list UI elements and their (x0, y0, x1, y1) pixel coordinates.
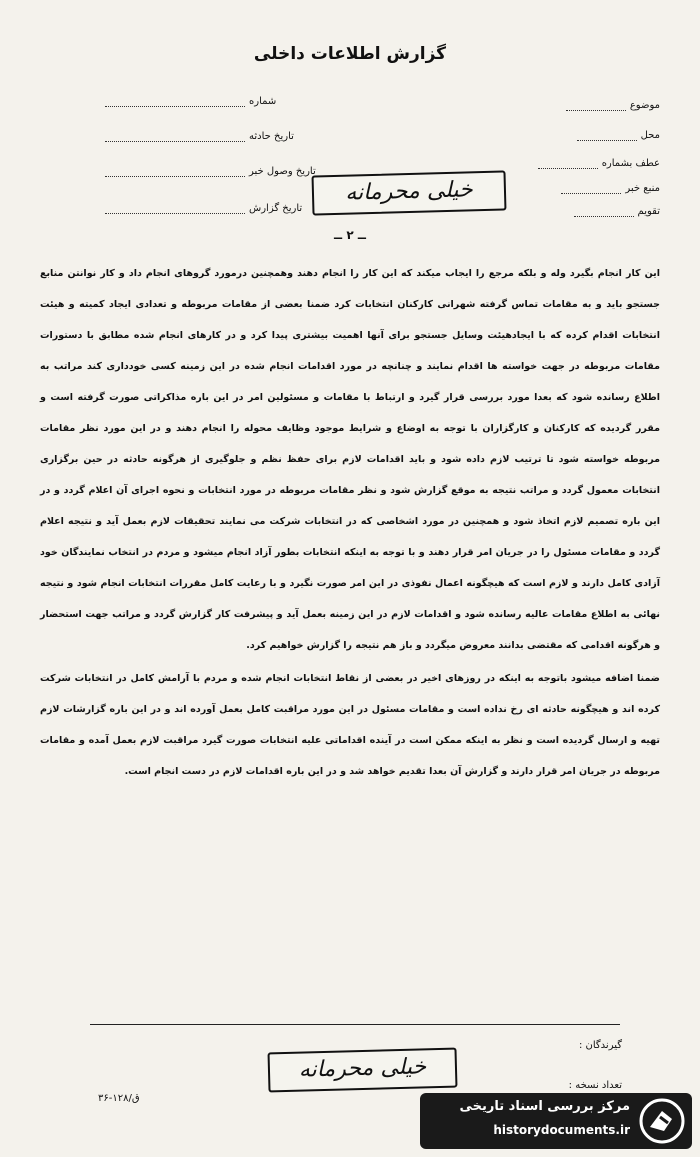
report-body (40, 258, 660, 789)
copies-label: تعداد نسخه : (568, 1080, 622, 1091)
field-number: شماره (105, 96, 276, 107)
field-source: منبع خبر (561, 183, 660, 194)
field-received-date: تاریخ وصول خبر (105, 166, 316, 177)
archive-logo-icon (638, 1097, 686, 1145)
top-secret-stamp-footer: خیلی محرمانه (268, 1048, 458, 1093)
field-report-date: تاریخ گزارش (105, 203, 302, 214)
document-code: ۳۶-۱۲۸/ق (98, 1093, 140, 1104)
field-evaluation: تقویم (574, 206, 660, 217)
field-location: محل (577, 130, 660, 141)
field-subject: موضوع (566, 100, 660, 111)
recipients-label: گیرندگان : (578, 1040, 622, 1051)
archive-name: مرکز بررسی اسناد تاریخی (459, 1099, 630, 1114)
report-title: گزارش اطلاعات داخلی (253, 44, 447, 64)
top-secret-stamp: خیلی محرمانه (312, 170, 507, 215)
archive-url: historydocuments.ir (493, 1123, 630, 1137)
body-paragraph: این کار انجام بگیرد وله و بلکه مرجع را ایجاب میکند که این کار را انجام دهند وهمچنین درمورد گروهای انجام داد و کار نوانتن منابع جستجو باید و به مقامات تماس گرفته شهرانی کارکنان انتخابات کرد ضمنا بعضی از مقامات مربوطه و تعدادی ایجاد کمیته و هیئت انتخابات اقدام کرده که با ایجادهیئت وسایل جستجو برای آنها اهمیت بیشتری پیدا کرد و در کارهای انجام شده مطابق با دستورات مقامات مربوطه در جهت خواسته ها اقدام نمایند و چنانچه در مورد اقدامات انجام شده در این زمینه کسی خودداری کند مراتب به اطلاع رسانده شود که بعدا مورد بررسی قرار گیرد و ارتباط با مقامات و مسئولین امر در این باره مذاکراتی صورت گرفته است و مقرر گردیده که کارکنان و کارگزاران با توجه به اوضاع و شرایط موجود وظایف محوله را انجام دهند و در این مورد نظر مقامات مربوطه خواسته شود تا ترتیب لازم داده شود و باید اقدامات لازم برای حفظ نظم و جلوگیری از هرگونه حادثه در حین برگزاری انتخابات معمول گردد و مراتب نتیجه به موقع گزارش شود و نظر مقامات مربوطه در مورد انتخابات و نحوه اجرای آن اعلام گردد و در این باره تصمیم لازم اتخاذ شود و همچنین در مورد اشخاصی که در انتخابات شرکت می نمایند تحقیقات لازم بعمل آید و نتیجه اعلام گردد و مقامات مسئول را در جریان امر قرار دهند و با توجه به اینکه انتخابات بطور آزاد انجام میشود و مردم در انتخاب نمایندگان خود آزادی کامل دارند و لازم است که هیچگونه اعمال نفوذی در این امر صورت نگیرد و با رعایت کامل مقررات انتخابات انجام شود و نتیجه نهائی به اطلاع مقامات عالیه رسانده شود و اقدامات لازم در این زمینه بعمل آید و پیشرفت کار گزارش گردد و مراتب جهت استحضار و هرگونه اقدامی که مقتضی بدانند معروض میگردد و باز هم نتیجه را گزارش خواهیم کرد. (40, 268, 660, 651)
page-number: ــ ۲ ــ (333, 228, 367, 242)
footer-divider (90, 1024, 620, 1025)
body-paragraph: ضمنا اضافه میشود باتوجه به اینکه در روزهای اخیر در بعضی از نقاط انتخابات انجام شده و مردم با آرامش کامل در انتخابات شرکت کرده اند و هیچگونه حادثه ای رخ نداده است و مقامات مسئول در این مورد مراقبت کامل بعمل آورده اند و در این باره گزارشات لازم تهیه و ارسال گردیده است و نظر به اینکه ممکن است در آینده اقداماتی علیه انتخابات صورت گیرد مراقبت لازم بعمل آمده و مقامات مربوطه در جریان امر قرار دارند و گزارش آن بعدا تقدیم خواهد شد و در این باره اقدامات لازم در دست انجام است. (40, 673, 660, 777)
archive-watermark (420, 1093, 692, 1149)
field-reference-number: عطف بشماره (538, 158, 660, 169)
field-incident-date: تاریخ حادثه (105, 131, 294, 142)
